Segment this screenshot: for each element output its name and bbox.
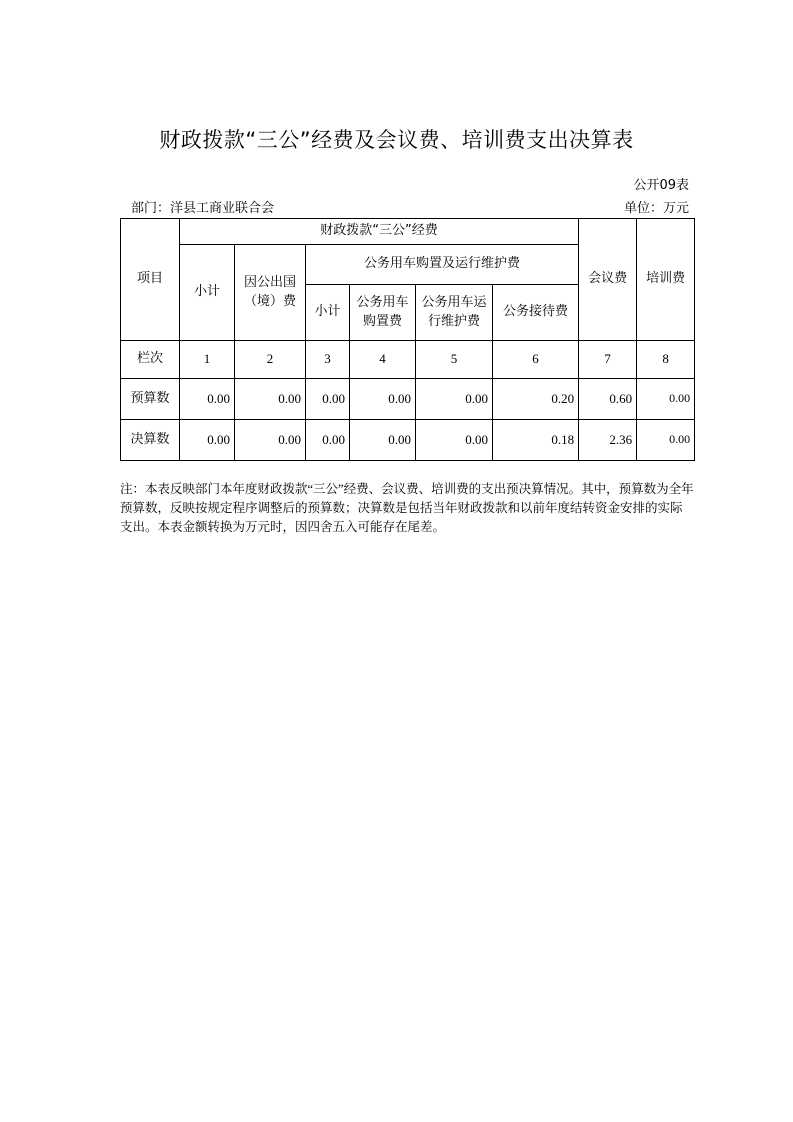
unit-label: 单位：万元	[623, 201, 689, 216]
index-cell: 4	[350, 341, 416, 379]
index-cell: 5	[416, 341, 493, 379]
header-vehicle-purchase	[350, 285, 416, 341]
value-cell: 0.00	[180, 420, 235, 461]
value-cell: 0.00	[637, 379, 695, 420]
index-cell: 2	[235, 341, 306, 379]
header-abroad-text: 因公出国（境）费	[243, 274, 296, 309]
row-label: 预算数	[121, 379, 180, 420]
index-cell: 8	[637, 341, 695, 379]
header-training: 培训费	[637, 219, 695, 341]
value-cell: 0.00	[637, 420, 695, 461]
header-vehicle-group: 公务用车购置及运行维护费	[306, 245, 579, 285]
header-vehicle-purchase-text: 公务用车购置费	[356, 294, 409, 329]
table-row-index	[121, 341, 695, 379]
value-cell: 0.00	[416, 379, 493, 420]
form-number: 公开09表	[633, 178, 689, 193]
index-cell: 6	[493, 341, 579, 379]
value-cell: 2.36	[579, 420, 637, 461]
index-cell: 7	[579, 341, 637, 379]
header-reception: 公务接待费	[493, 285, 579, 341]
header-subtotal: 小计	[180, 245, 235, 341]
row-label: 决算数	[121, 420, 180, 461]
value-cell: 0.00	[416, 420, 493, 461]
index-cell: 3	[306, 341, 350, 379]
table-row-budget	[121, 379, 695, 420]
department-label: 部门：洋县工商业联合会	[131, 201, 275, 216]
header-item: 项目	[121, 219, 180, 341]
index-cell: 1	[180, 341, 235, 379]
header-sangong: 财政拨款“三公”经费	[180, 219, 579, 245]
header-vehicle-subtotal: 小计	[306, 285, 350, 341]
header-vehicle-operation	[416, 285, 493, 341]
value-cell: 0.00	[235, 379, 306, 420]
row-label: 栏次	[121, 341, 180, 379]
value-cell: 0.18	[493, 420, 579, 461]
footnote: 注：本表反映部门本年度财政拨款“三公”经费、会议费、培训费的支出预决算情况。其中，预算数为全年预算数，反映按规定程序调整后的预算数；决算数是包括当年财政拨款和以前年度结转资金安排的实际支出。本表金额转换为万元时，因四舍五入可能存在尾差。	[120, 482, 694, 534]
value-cell: 0.00	[350, 379, 416, 420]
header-meeting: 会议费	[579, 219, 637, 341]
value-cell: 0.20	[493, 379, 579, 420]
value-cell: 0.00	[306, 420, 350, 461]
header-abroad	[235, 245, 306, 341]
page-title: 财政拨款“三公”经费及会议费、培训费支出决算表	[159, 128, 634, 152]
value-cell: 0.00	[235, 420, 306, 461]
header-vehicle-operation-text: 公务用车运行维护费	[421, 294, 487, 329]
value-cell: 0.00	[180, 379, 235, 420]
value-cell: 0.00	[350, 420, 416, 461]
value-cell: 0.60	[579, 379, 637, 420]
expenditure-table	[120, 218, 695, 461]
value-cell: 0.00	[306, 379, 350, 420]
table-row-actual	[121, 420, 695, 461]
